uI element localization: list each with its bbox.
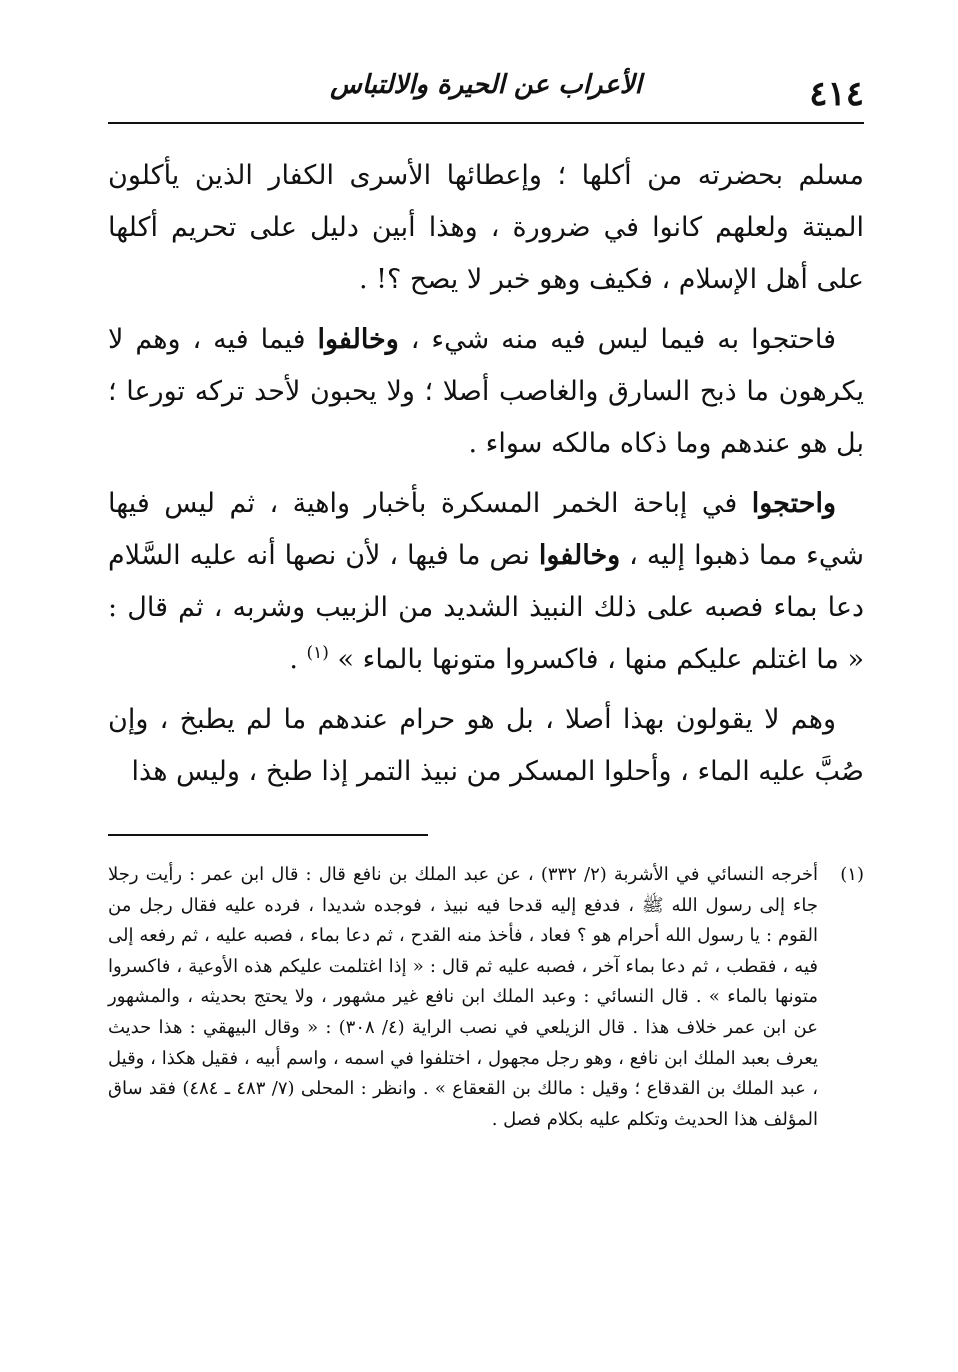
footnote-divider [108,834,428,836]
footnote-reference[interactable]: (١) [306,643,329,663]
paragraph-2 [108,314,864,470]
paragraph-1: مسلم بحضرته من أكلها ؛ وإعطائها الأسرى الكفار الذين يأكلون الميتة ولعلهم كانوا في ضرورة ، وهذا أبين دليل على تحريم أكلها على أهل الإسلام ، فكيف وهو خبر لا يصح ؟! . [108,160,864,295]
paragraph-2-bold-term: وخالفوا [317,324,399,355]
paragraph-3-bold-term-2: وخالفوا [538,540,621,571]
footnote-number: (١) [840,864,864,885]
main-text [108,150,864,798]
paragraph-3-part-e: . [289,644,307,675]
page-number: ٤١٤ [809,74,864,114]
page-header [108,62,864,124]
paragraph-3 [108,478,864,686]
paragraph-4: وهم لا يقولون بهذا أصلا ، بل هو حرام عندهم ما لم يطبخ ، وإن صُبَّ عليه الماء ، وأحلوا المسكر من نبيذ التمر إذا طبخ ، وليس هذا [108,704,864,787]
footnotes [108,860,864,1135]
footnote-text: أخرجه النسائي في الأشربة (٢/ ٣٣٢) ، عن عبد الملك بن نافع قال : قال ابن عمر : رأيت رجلا جاء إلى رسول الله ﷺ ، فدفع إليه قدحا فيه نبيذ ، فوجده شديدا ، فرده عليه فقال رجل من القوم : يا رسول الله أحرام هو ؟ فعاد ، فأخذ منه القدح ، ثم دعا بماء ، فصبه عليه ، ثم رفعه إلى فيه ، فقطب ، ثم دعا بماء آخر ، فصبه عليه ثم قال : « إذا اغتلمت عليكم هذه الأوعية ، فاكسروا متونها بالماء » . قال النسائي : وعبد الملك ابن نافع غير مشهور ، ولا يحتج بحديثه ، والمشهور عن ابن عمر خلاف هذا . قال الزيلعي في نصب الراية (٤/ ٣٠٨) : « وقال البيهقي : هذا حديث يعرف بعبد الملك ابن نافع ، وهو رجل مجهول ، اختلفوا في اسمه ، واسم أبيه ، فقيل هكذا ، وقيل ، عبد الملك بن القدقاع ؛ وقيل : مالك بن القعقاع » . وانظر : المحلى (٧/ ٤٨٣ ـ ٤٨٤) فقد ساق المؤلف هذا الحديث وتكلم عليه بكلام فصل . [108,864,819,1130]
running-title: الأعراب عن الحيرة والالتباس [330,70,642,100]
paragraph-3-part-d: نص ما فيها ، لأن نصها أنه عليه السَّلام دعا بماء فصبه على ذلك النبيذ الشديد من الزبيب وشربه ، ثم قال : « ما اغتلم عليكم منها ، فاكسروا متونها بالماء » [108,540,864,675]
paragraph-2-part-c: فيما فيه ، وهم لا يكرهون ما ذبح السارق والغاصب أصلا ؛ ولا يحبون لأحد تركه تورعا ؛ بل هو عندهم وما ذكاه مالكه سواء . [108,324,864,459]
paragraph-2-part-a: فاحتجوا به فيما ليس فيه منه شيء ، [398,324,836,355]
footnote-item [108,860,864,1135]
paragraph-3-part-b: في إباحة الخمر المسكرة بأخبار واهية ، ثم ليس فيها شيء مما ذهبوا إليه ، [108,488,864,571]
paragraph-3-bold-term-1: واحتجوا [751,488,836,519]
book-page [108,62,864,1322]
